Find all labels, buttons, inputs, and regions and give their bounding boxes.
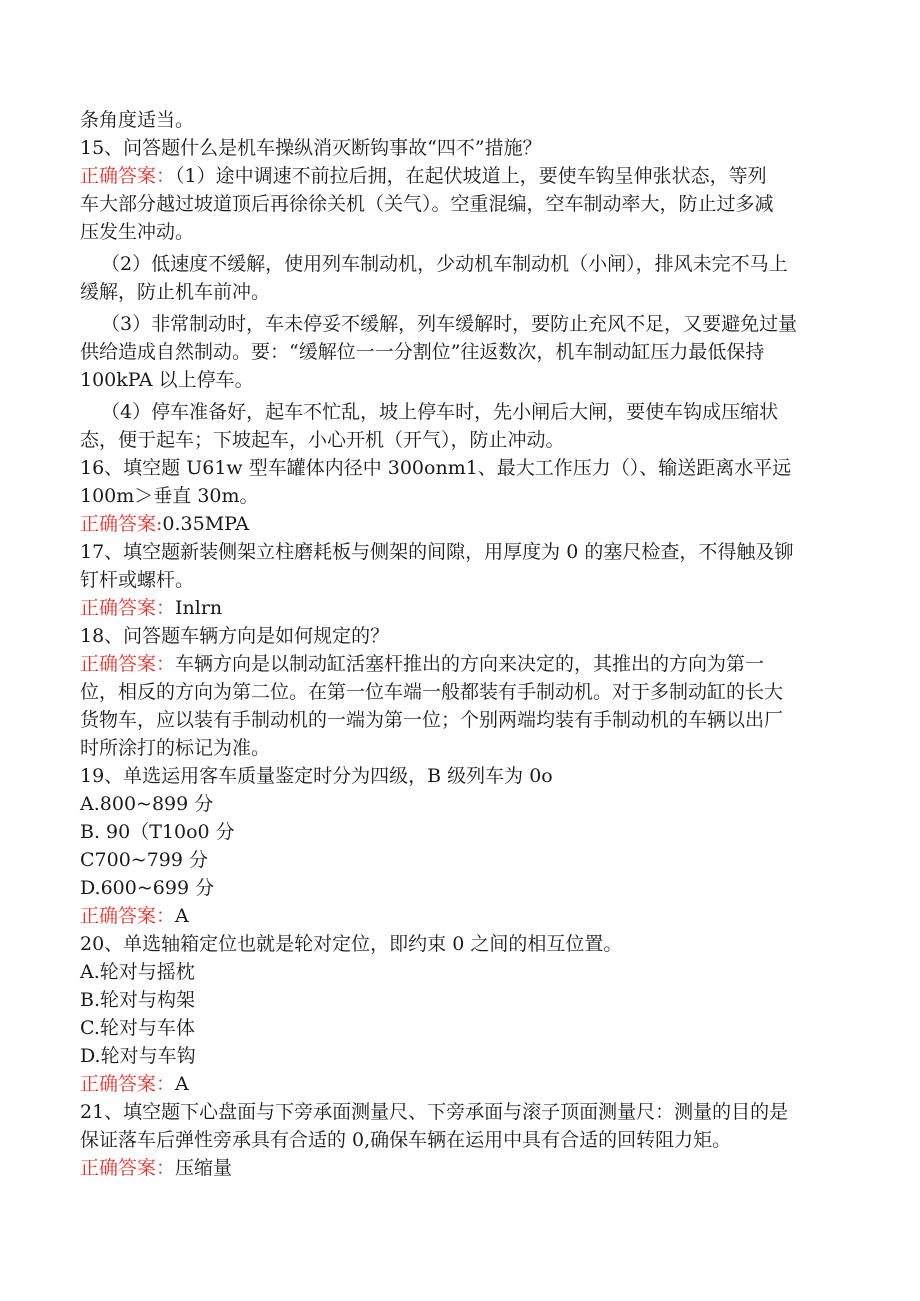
answer-label: 正确答案：: [80, 1157, 176, 1179]
carryover-text: 条角度适当。: [80, 109, 195, 131]
question-20-option-b: B.轮对与构架: [80, 989, 196, 1011]
answer-label: 正确答案：: [80, 1073, 176, 1095]
question-20-option-c: C.轮对与车体: [80, 1017, 195, 1039]
question-19-answer: [80, 902, 840, 930]
question-16-answer: [80, 510, 840, 538]
question-19-option-c: C700~799 分: [80, 849, 209, 871]
document-page: [80, 106, 840, 1182]
question-20-option-a: A.轮对与摇枕: [80, 961, 195, 983]
answer-text: 0.35MPA: [162, 513, 249, 535]
question-18-answer-line-3: 货物车，应以装有手制动机的一端为第一位；个别两端均装有手制动机的车辆以出厂: [80, 709, 784, 731]
question-16-title-line-1: 16、填空题 U61w 型车罐体内径中 300onm1、最大工作压力（）、输送距离水平远: [80, 457, 792, 479]
question-20-option-d: D.轮对与车钩: [80, 1045, 196, 1067]
answer-text: 车辆方向是以制动缸活塞杆推出的方向来决定的，其推出的方向为第一: [175, 653, 765, 675]
question-19-title: 19、单选运用客车质量鉴定时分为四级，B 级列车为 0o: [80, 765, 553, 787]
answer-label: 正确答案：: [80, 165, 176, 187]
question-18-answer-line-4: 时所涂打的标记为准。: [80, 737, 271, 759]
question-15-point-3-line-1: （3）非常制动时，车未停妥不缓解，列车缓解时，要防止充风不足，又要避免过量: [101, 313, 798, 335]
answer-text: Inlrn: [175, 597, 223, 619]
question-15-point-4-line-1: （4）停车准备好，起车不忙乱，坡上停车时，先小闸后大闸，要使车钩成压缩状: [101, 401, 779, 423]
answer-text: （1）途中调速不前拉后拥，在起伏坡道上，要使车钩呈伸张状态，等列: [175, 165, 767, 187]
answer-text: A: [175, 905, 189, 927]
question-21-answer: [80, 1154, 840, 1182]
question-19-option-a: A.800~899 分: [80, 793, 214, 815]
answer-text: A: [175, 1073, 189, 1095]
question-15-point-2-line-1: （2）低速度不缓解，使用列车制动机，少动机车制动机（小闸），排风未完不马上: [101, 253, 788, 275]
question-15-answer-line-2: 车大部分越过坡道顶后再徐徐关机（关气）。空重混编，空车制动率大，防止过多减: [80, 193, 774, 215]
question-17-title-line-1: 17、填空题新装侧架立柱磨耗板与侧架的间隙，用厚度为 0 的塞尺检查，不得触及铆: [80, 541, 794, 563]
question-20-title: 20、单选轴箱定位也就是轮对定位，即约束 0 之间的相互位置。: [80, 933, 623, 955]
question-19-option-d: D.600~699 分: [80, 877, 215, 899]
answer-label: 正确答案:: [80, 513, 163, 535]
question-20-answer: [80, 1070, 840, 1098]
question-21-title-line-1: 21、填空题下心盘面与下旁承面测量尺、下旁承面与滚子顶面测量尺：测量的目的是: [80, 1101, 789, 1123]
question-18-title: 18、问答题车辆方向是如何规定的？: [80, 625, 390, 647]
answer-text: 压缩量: [175, 1157, 233, 1179]
question-18-answer-line-1: [80, 650, 840, 678]
question-15-point-4-line-2: 态，便于起车；下坡起车，小心开机（开气），防止冲动。: [80, 429, 565, 451]
question-15-answer-line-1: [80, 162, 840, 190]
question-15-title: 15、问答题什么是机车操纵消灭断钩事故“四不”措施？: [80, 137, 542, 159]
question-15-answer-line-3: 压发生冲动。: [80, 221, 195, 243]
question-15-point-3-line-2: 供给造成自然制动。要：“缓解位一一分割位”往返数次，机车制动缸压力最低保持: [80, 341, 765, 363]
question-15-point-3-line-3: 100kPA 以上停车。: [80, 369, 254, 391]
question-17-title-line-2: 钉杆或螺杆。: [80, 569, 195, 591]
answer-label: 正确答案：: [80, 905, 176, 927]
answer-label: 正确答案：: [80, 653, 176, 675]
question-16-title-line-2: 100m＞垂直 30m。: [80, 485, 259, 507]
question-17-answer: [80, 594, 840, 622]
question-18-answer-line-2: 位，相反的方向为第二位。在第一位车端一般都装有手制动机。对于多制动缸的长大: [80, 681, 784, 703]
question-15-point-2-line-2: 缓解，防止机车前冲。: [80, 281, 271, 303]
answer-label: 正确答案：: [80, 597, 176, 619]
question-19-option-b: B. 90（T10o0 分: [80, 821, 235, 843]
question-21-title-line-2: 保证落车后弹性旁承具有合适的 0,确保车辆在运用中具有合适的回转阻力矩。: [80, 1129, 732, 1151]
